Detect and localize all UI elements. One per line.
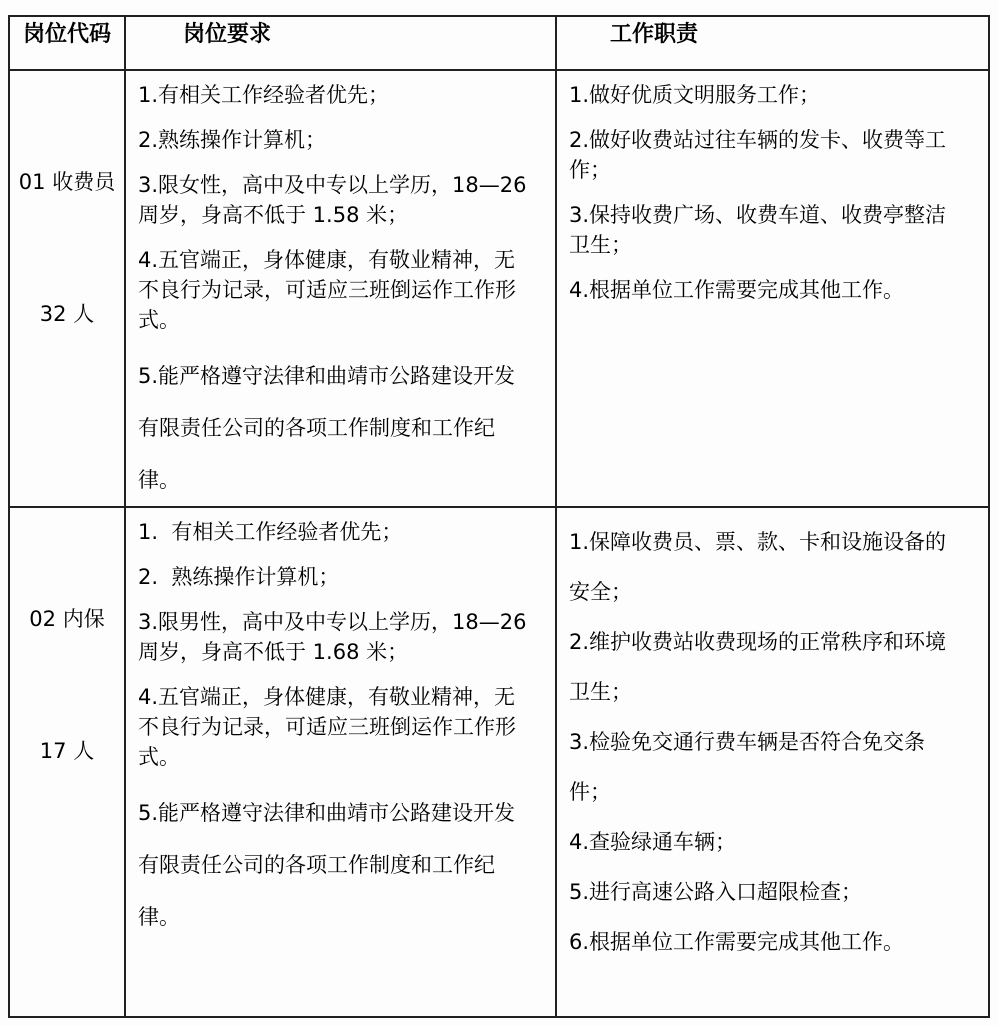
requirement-item xyxy=(138,682,547,772)
duty-item xyxy=(569,125,980,185)
duty-item xyxy=(569,200,980,260)
requirement-item xyxy=(138,517,547,547)
text-line: 3.保持收费广场、收费车道、收费亭整洁 xyxy=(569,203,947,227)
position-headcount: 17 人 xyxy=(39,739,95,763)
text-line: 2.做好收费站过往车辆的发卡、收费等工 xyxy=(569,128,947,152)
table-row-02-internal-security xyxy=(9,507,989,1017)
header-position-requirements: 岗位要求 xyxy=(125,16,556,70)
text-line: 1. 有相关工作经验者优先； xyxy=(138,520,403,544)
text-line: 4.根据单位工作需要完成其他工作。 xyxy=(569,278,905,302)
text-line: 不良行为记录，可适应三班倒运作工作形 xyxy=(138,278,516,302)
text-line: 律。 xyxy=(138,468,180,492)
text-line: 2. 熟练操作计算机； xyxy=(138,565,340,589)
text-line: 4.查验绿通车辆； xyxy=(569,830,737,854)
position-headcount: 32 人 xyxy=(39,302,95,326)
text-line: 作； xyxy=(569,158,611,182)
job-positions-table xyxy=(8,15,990,1018)
text-line: 卫生； xyxy=(569,680,632,704)
position-code: 02 内保 xyxy=(29,607,105,631)
requirement-item xyxy=(138,125,547,155)
requirement-item xyxy=(138,80,547,110)
requirement-item xyxy=(138,350,547,506)
table-header-row xyxy=(9,16,989,70)
text-line: 律。 xyxy=(138,905,180,929)
text-line: 件； xyxy=(569,780,611,804)
position-code-cell xyxy=(9,70,125,507)
duty-item xyxy=(569,517,980,617)
position-code-cell xyxy=(9,507,125,1017)
text-line: 3.检验免交通行费车辆是否符合免交条 xyxy=(569,730,926,754)
text-line: 周岁，身高不低于 1.58 米； xyxy=(138,203,409,227)
text-line: 1.有相关工作经验者优先； xyxy=(138,83,390,107)
duty-item xyxy=(569,867,980,917)
requirements-cell xyxy=(125,507,556,1017)
duty-item xyxy=(569,717,980,817)
text-line: 3.限男性，高中及中专以上学历，18—26 xyxy=(138,610,527,634)
text-line: 不良行为记录，可适应三班倒运作工作形 xyxy=(138,715,516,739)
table-row-01-toll-collector xyxy=(9,70,989,507)
text-line: 4.五官端正，身体健康，有敬业精神，无 xyxy=(138,685,516,709)
header-job-duties: 工作职责 xyxy=(556,16,989,70)
requirement-item xyxy=(138,170,547,230)
text-line: 有限责任公司的各项工作制度和工作纪 xyxy=(138,853,495,877)
duties-cell xyxy=(556,70,989,507)
requirement-item xyxy=(138,787,547,943)
text-line: 4.五官端正，身体健康，有敬业精神，无 xyxy=(138,248,516,272)
text-line: 式。 xyxy=(138,308,180,332)
header-position-code: 岗位代码 xyxy=(9,16,125,70)
text-line: 周岁，身高不低于 1.68 米； xyxy=(138,640,409,664)
text-line: 安全； xyxy=(569,580,632,604)
text-line: 3.限女性，高中及中专以上学历，18—26 xyxy=(138,173,527,197)
requirement-item xyxy=(138,245,547,335)
text-line: 式。 xyxy=(138,745,180,769)
duty-item xyxy=(569,817,980,867)
duties-cell xyxy=(556,507,989,1017)
duty-item xyxy=(569,617,980,717)
text-line: 6.根据单位工作需要完成其他工作。 xyxy=(569,930,905,954)
text-line: 5.能严格遵守法律和曲靖市公路建设开发 xyxy=(138,364,516,388)
text-line: 2.熟练操作计算机； xyxy=(138,128,327,152)
position-code: 01 收费员 xyxy=(18,170,116,194)
text-line: 1.做好优质文明服务工作； xyxy=(569,83,821,107)
text-line: 1.保障收费员、票、款、卡和设施设备的 xyxy=(569,530,947,554)
requirement-item xyxy=(138,562,547,592)
text-line: 卫生； xyxy=(569,233,632,257)
requirement-item xyxy=(138,607,547,667)
text-line: 有限责任公司的各项工作制度和工作纪 xyxy=(138,416,495,440)
duty-item xyxy=(569,917,980,967)
requirements-cell xyxy=(125,70,556,507)
duty-item xyxy=(569,275,980,305)
text-line: 5.进行高速公路入口超限检查； xyxy=(569,880,863,904)
text-line: 5.能严格遵守法律和曲靖市公路建设开发 xyxy=(138,801,516,825)
text-line: 2.维护收费站收费现场的正常秩序和环境 xyxy=(569,630,947,654)
duty-item xyxy=(569,80,980,110)
